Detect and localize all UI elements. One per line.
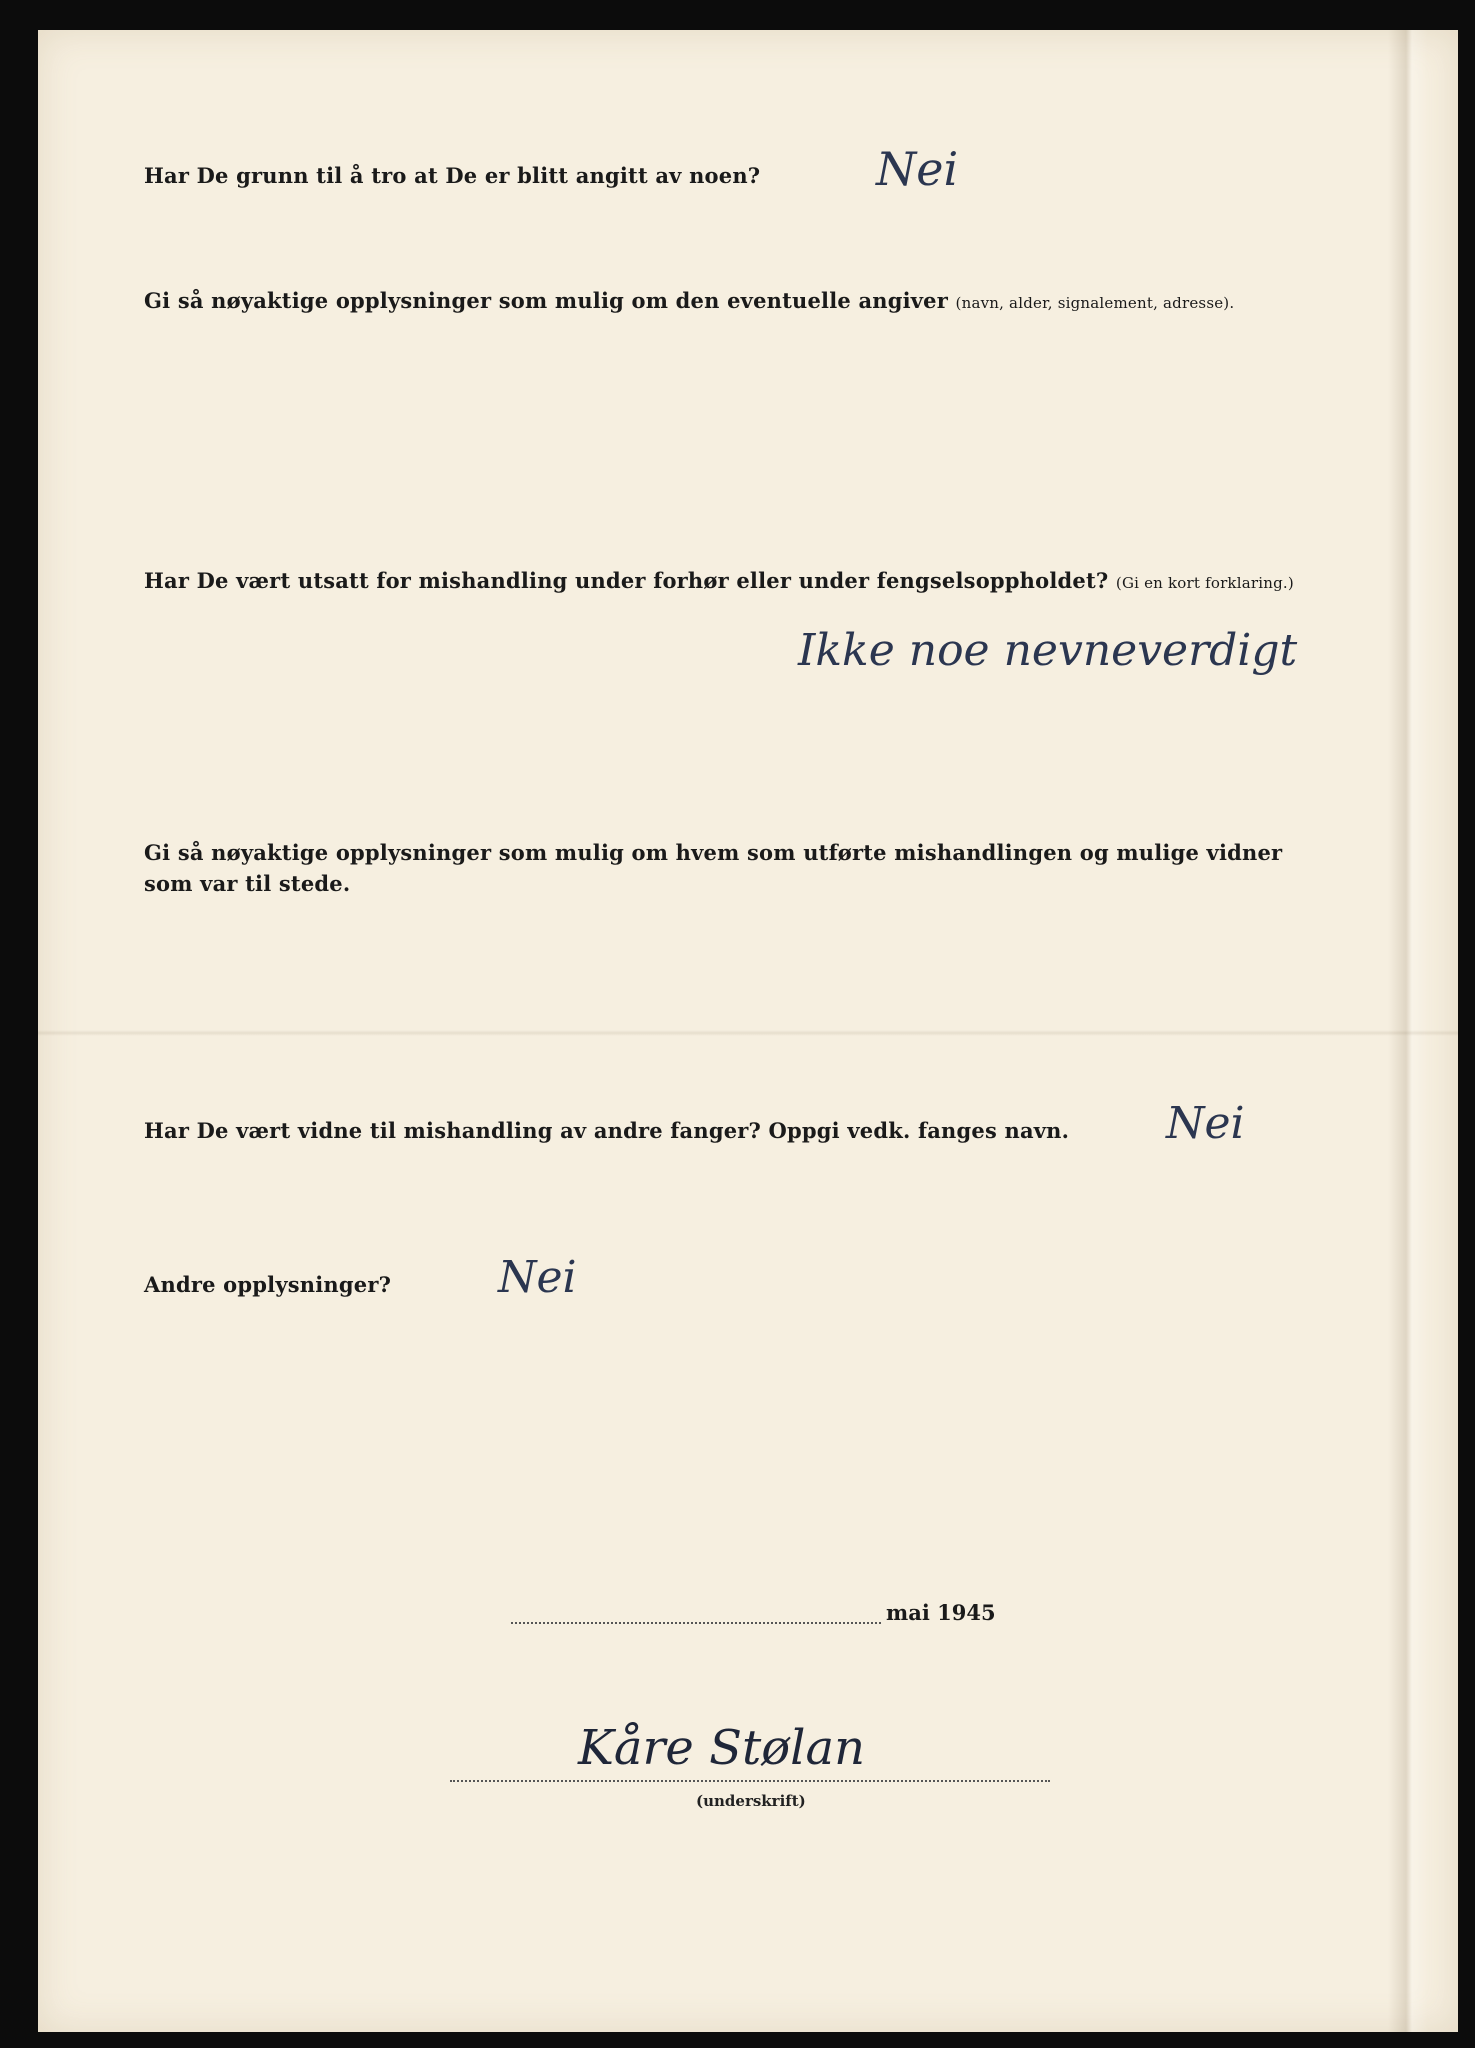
question-text: Har De vært vidne til mishandling av andre fanger? Oppgi vedk. fanges navn. [144,1118,1070,1143]
question-note: (navn, alder, signalement, adresse). [955,294,1235,312]
question-mistreatment [144,568,1294,593]
handwritten-answer-other: Nei [498,1252,577,1303]
question-perpetrators [144,840,1282,896]
question-denounced [144,163,760,188]
question-text: Gi så nøyaktige opplysninger som mulig om den eventuelle angiver [144,288,949,313]
question-witness [144,1118,1069,1143]
signature-line [450,1780,1050,1782]
handwritten-signature: Kåre Stølan [578,1720,866,1776]
question-text-line-1: Gi så nøyaktige opplysninger som mulig om hvem som utførte mishandlingen og mulige vidner [144,840,1283,865]
question-text: Andre opplysninger? [144,1272,392,1297]
date-blank-line [511,1622,881,1624]
handwritten-answer-denounced: Nei [876,142,959,196]
date-label: mai 1945 [886,1600,996,1625]
signature-caption: (underskrift) [696,1792,806,1810]
question-note: (Gi en kort forklaring.) [1115,574,1294,592]
question-text: Har De vært utsatt for mishandling under forhør eller under fengselsoppholdet? [144,568,1109,593]
question-informer-details [144,288,1234,313]
question-text-line-2: som var til stede. [144,871,351,896]
question-text: Har De grunn til å tro at De er blitt angitt av noen? [144,163,761,188]
document-page [38,30,1458,2032]
handwritten-answer-witness: Nei [1166,1098,1245,1149]
paper-fold-horizontal [38,1030,1458,1036]
handwritten-answer-mistreatment: Ikke noe nevneverdigt [798,625,1298,676]
question-other-info [144,1272,391,1297]
